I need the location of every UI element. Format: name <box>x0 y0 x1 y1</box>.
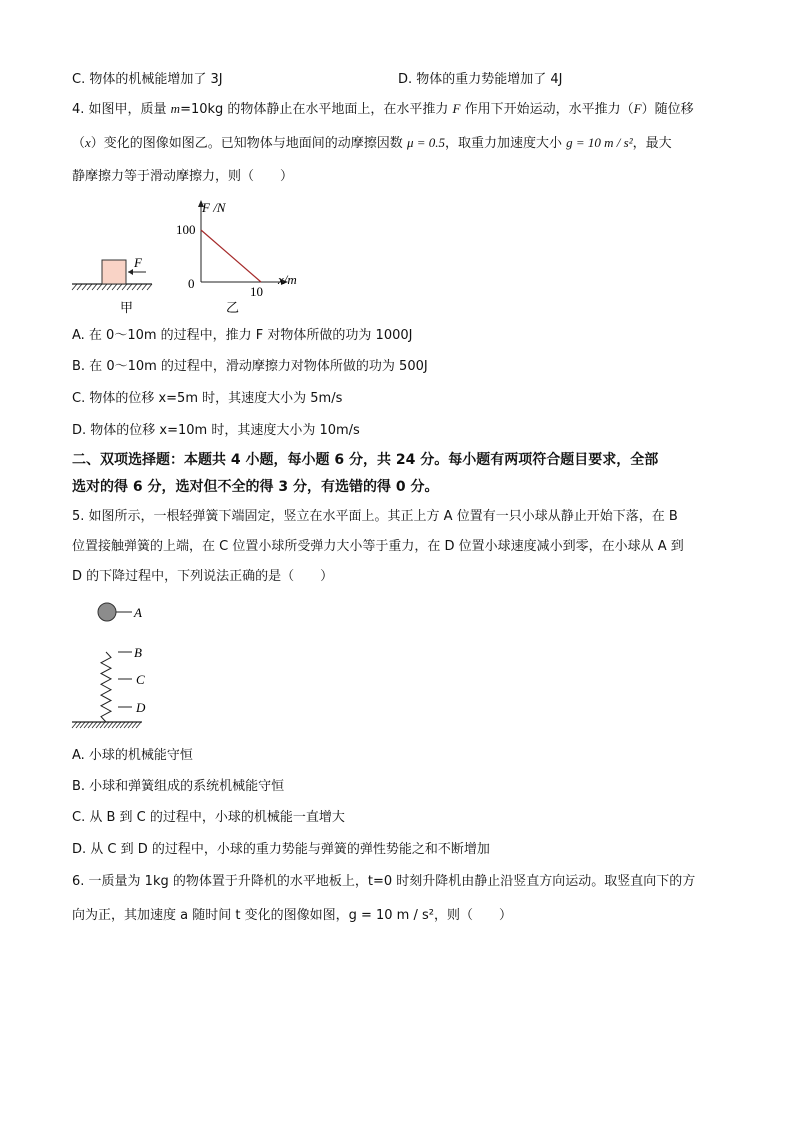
q6-stem-line2: 向为正，其加速度 a 随时间 t 变化的图像如图，g = 10 m / s²，则（ ） <box>72 908 512 923</box>
f-x-graph <box>176 200 297 315</box>
q4-var-f: F <box>633 101 642 116</box>
hatch-mark <box>127 284 132 290</box>
y-axis-label <box>201 200 227 215</box>
q5-figure <box>66 596 176 731</box>
q4-stem-line2 <box>72 133 732 154</box>
block-diagram <box>72 255 152 315</box>
q4-var-x: x <box>85 135 91 150</box>
q5-option-d: D. 从 C 到 D 的过程中，小球的重力势能与弹簧的弹性势能之和不断增加 <box>72 842 490 857</box>
hatch-mark <box>82 284 87 290</box>
q4-mu-value: μ = 0.5 <box>406 135 445 150</box>
q4-stem-line1 <box>72 99 732 120</box>
hatch-mark <box>97 284 102 290</box>
hatch-mark <box>147 284 152 290</box>
y-tick-100: 100 <box>176 222 196 237</box>
q4-text: 4. 如图甲，质量 <box>72 102 171 117</box>
q4-option-d: D. 物体的位移 x=10m 时，其速度大小为 10m/s <box>72 423 360 438</box>
label-d: D <box>136 700 146 715</box>
q4-text: （ <box>72 136 86 151</box>
hatch-mark <box>102 284 107 290</box>
hatch-mark <box>92 284 97 290</box>
q4-option-a: A. 在 0～10m 的过程中，推力 F 对物体所做的功为 1000J <box>72 328 413 343</box>
q5-option-b: B. 小球和弹簧组成的系统机械能守恒 <box>72 779 285 794</box>
q4-var-f: F <box>452 101 461 116</box>
q5-option-c: C. 从 B 到 C 的过程中，小球的机械能一直增大 <box>72 810 345 825</box>
hatch-mark <box>137 284 142 290</box>
force-label: F <box>134 255 142 270</box>
q5-stem-line2: 位置接触弹簧的上端，在 C 位置小球所受弹力大小等于重力，在 D 位置小球速度减小到零，在小球从 A 到 <box>72 539 684 554</box>
q5-stem-line1: 5. 如图所示，一根轻弹簧下端固定，竖立在水平面上。其正上方 A 位置有一只小球从静止开始下落，在 B <box>72 509 678 524</box>
label-yi: 乙 <box>226 300 240 315</box>
q4-text: ）变化的图像如图乙。已知物体与地面间的动摩擦因数 <box>90 136 407 151</box>
ground-hatching <box>72 722 141 728</box>
hatch-mark <box>77 284 82 290</box>
ground-hatching <box>72 284 152 290</box>
q3-option-c: C. 物体的机械能增加了 3J <box>72 72 223 87</box>
q5-stem-line3: D 的下降过程中，下列说法正确的是（ ） <box>72 569 334 584</box>
hatch-mark <box>87 284 92 290</box>
section2-heading-line1: 二、双项选择题：本题共 4 小题，每小题 6 分，共 24 分。每小题有两项符合题目要求，全部 <box>72 452 659 468</box>
label-jia: 甲 <box>120 300 134 315</box>
hatch-mark <box>117 284 122 290</box>
force-arrowhead <box>128 269 133 275</box>
q4-g-value: g = 10 m / s² <box>566 135 633 150</box>
q6-stem-line1: 6. 一质量为 1kg 的物体置于升降机的水平地板上，t=0 时刻升降机由静止沿竖直方向运动。取竖直向下的方 <box>72 874 696 889</box>
hatch-mark <box>107 284 112 290</box>
hatch-mark <box>142 284 147 290</box>
q4-var-m: m <box>170 101 181 116</box>
origin-label: 0 <box>188 276 195 291</box>
x-axis-label: x/m <box>278 272 297 287</box>
label-a: A <box>134 605 142 620</box>
q4-text: ，取重力加速度大小 <box>445 136 567 151</box>
block <box>102 260 126 284</box>
q4-option-c: C. 物体的位移 x=5m 时，其速度大小为 5m/s <box>72 391 343 406</box>
q4-text: 作用下开始运动，水平推力（ <box>460 102 634 117</box>
hatch-mark <box>72 284 77 290</box>
q3-option-d: D. 物体的重力势能增加了 4J <box>398 72 563 87</box>
q4-text: =10kg 的物体静止在水平地面上，在水平推力 <box>180 102 453 117</box>
section2-heading-line2: 选对的得 6 分，选对但不全的得 3 分，有选错的得 0 分。 <box>72 479 439 495</box>
q4-text: ，最大 <box>632 136 672 151</box>
spring <box>101 652 111 722</box>
y-axis-label-text: F /N <box>202 200 226 215</box>
hatch-mark <box>132 284 137 290</box>
ball <box>98 603 116 621</box>
q4-text: ）随位移 <box>641 102 694 117</box>
hatch-mark <box>122 284 127 290</box>
q4-figure <box>60 190 320 320</box>
q4-stem-line3: 静摩擦力等于滑动摩擦力，则（ ） <box>72 169 294 184</box>
x-tick-10: 10 <box>250 284 263 299</box>
f-x-line <box>201 230 261 282</box>
hatch-mark <box>112 284 117 290</box>
q5-option-a: A. 小球的机械能守恒 <box>72 748 193 763</box>
q4-option-b: B. 在 0～10m 的过程中，滑动摩擦力对物体所做的功为 500J <box>72 359 428 374</box>
label-b: B <box>134 645 142 660</box>
label-c: C <box>136 672 145 687</box>
